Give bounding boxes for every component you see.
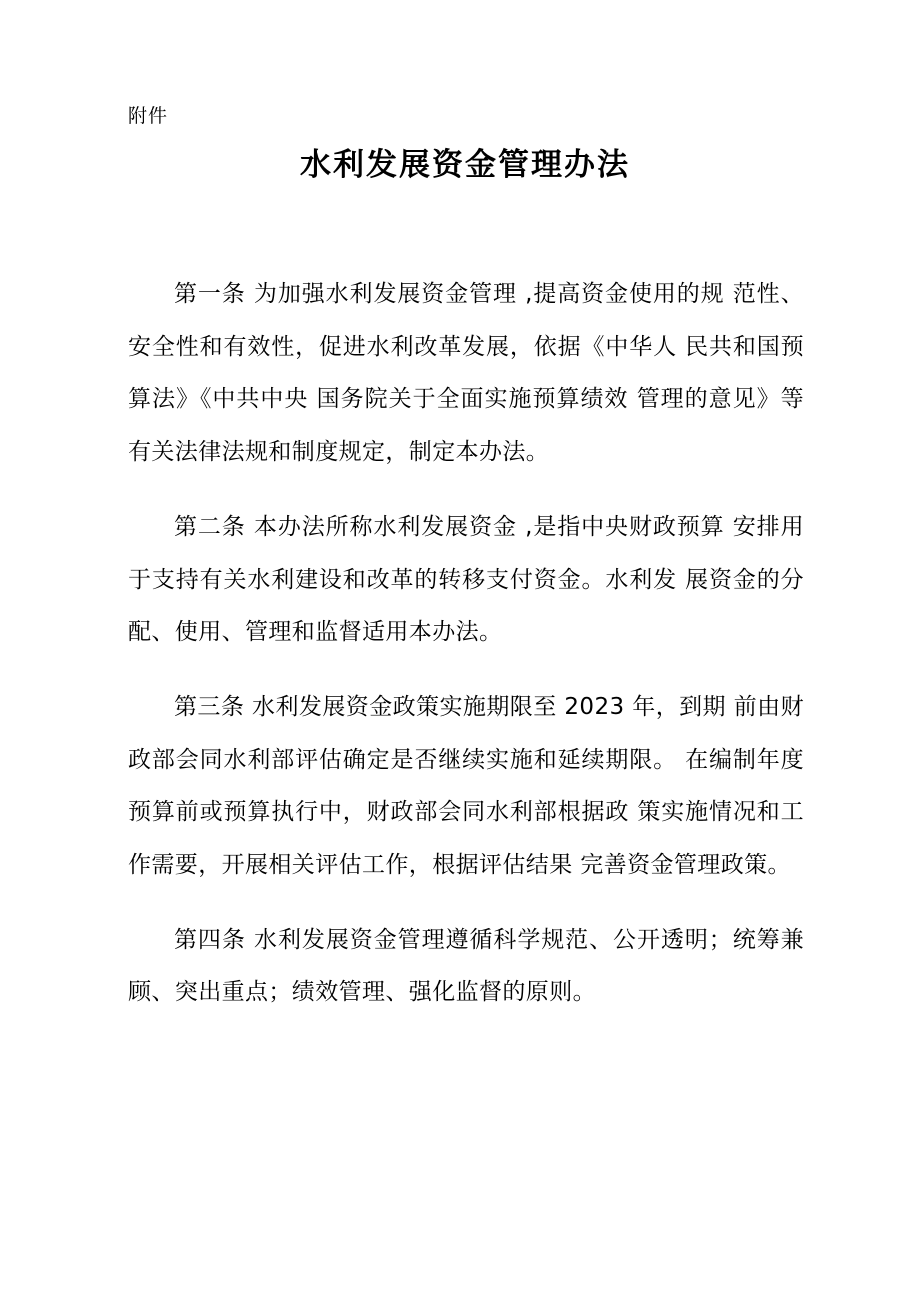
- document-title: 水利发展资金管理办法: [300, 147, 630, 183]
- article-2: 第二条 本办法所称水利发展资金 ,是指中央财政预算 安排用于支持有关水利建设和改革的转移支付资金。水利发 展资金的分配、使用、管理和监督适用本办法。: [128, 513, 804, 646]
- attachment-label: 附件: [128, 105, 169, 127]
- article-4: 第四条 水利发展资金管理遵循科学规范、公开透明；统筹兼顾、突出重点；绩效管理、强化监督的原则。: [128, 926, 804, 1006]
- article-3: 第三条 水利发展资金政策实施期限至 2023 年，到期 前由财政部会同水利部评估确定是否继续实施和延续期限。 在编制年度预算前或预算执行中，财政部会同水利部根据政 策实施情况和工作需要，开展相关评估工作，根据评估结果 完善资金管理政策。: [128, 693, 804, 879]
- article-1: 第一条 为加强水利发展资金管理 ,提高资金使用的规 范性、安全性和有效性，促进水利改革发展，依据《中华人 民共和国预算法》《中共中央 国务院关于全面实施预算绩效 管理的意见》等有关法律法规和制度规定，制定本办法。: [128, 281, 804, 466]
- document-body: [128, 268, 804, 1041]
